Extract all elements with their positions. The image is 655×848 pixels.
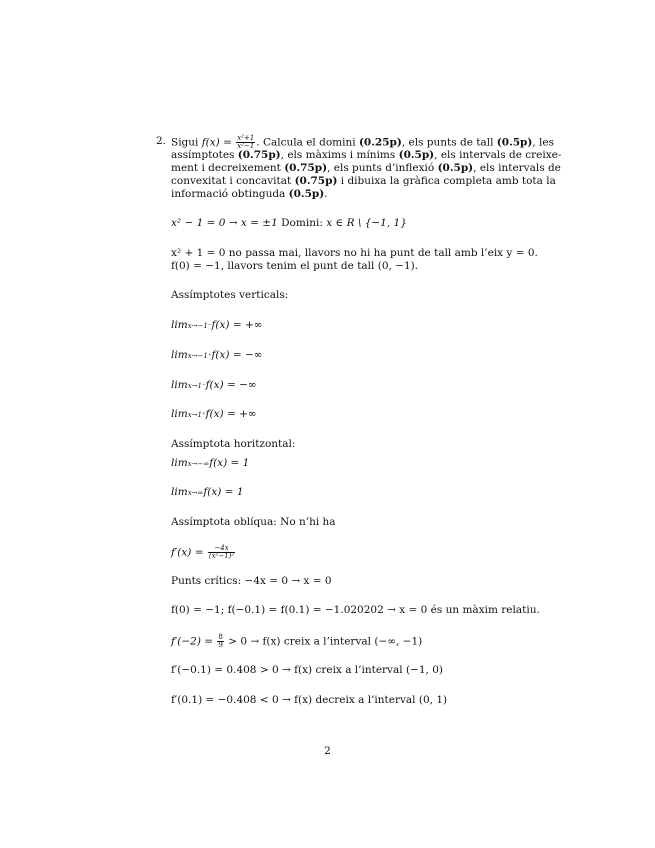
statement-text: ment i decreixement [171, 162, 285, 174]
critical-points: Punts crítics: −4x = 0 → x = 0 [171, 575, 332, 587]
limit-subscript: x→1⁺ [187, 411, 206, 419]
limit-value: f(x) = −∞ [211, 349, 263, 361]
statement-text: . [324, 188, 328, 200]
points-badge: (0.75p) [237, 149, 281, 161]
limit-subscript: x→1⁻ [187, 382, 206, 390]
limit-row [171, 486, 244, 500]
points-badge: (0.5p) [398, 149, 435, 161]
limit-row [171, 379, 257, 393]
limit-label: lim [171, 457, 188, 469]
statement-text: . Calcula el domini [256, 136, 359, 149]
horizontal-asymptote-heading: Assímptota horitzontal: [171, 438, 296, 450]
statement-text: i dibuixa la gràfica completa amb tota la [337, 175, 556, 187]
limit-label: lim [171, 379, 188, 391]
interval-text: > 0 → f(x) creix a l’interval (−∞, −1) [224, 635, 423, 648]
statement-text: Sigui [171, 136, 202, 149]
limit-subscript: x→∞ [187, 489, 204, 497]
statement-text: convexitat i concavitat [171, 175, 295, 187]
limit-row [171, 457, 249, 471]
relative-max-line: f(0) = −1; f(−0.1) = f(0.1) = −1.020202 → x = 0 és un màxim relatiu. [171, 604, 540, 616]
limit-value: f(x) = 1 [209, 457, 250, 469]
item-number: 2. [156, 135, 167, 147]
points-badge: (0.5p) [288, 188, 325, 200]
statement-line-4 [171, 175, 556, 188]
interval-line-3: f′(0.1) = −0.408 < 0 → f(x) decreix a l’interval (0, 1) [171, 694, 448, 706]
limit-value: f(x) = +∞ [205, 408, 257, 420]
limit-value: f(x) = +∞ [211, 319, 263, 331]
points-badge: (0.5p) [437, 162, 474, 174]
interval-line-1 [171, 634, 422, 649]
page-number: 2 [324, 745, 331, 757]
statement-line-1 [171, 135, 554, 150]
oblique-asymptote: Assímptota oblíqua: No n’hi ha [171, 516, 336, 528]
derivative-numerator: −4x [208, 545, 235, 553]
statement-line-5 [171, 188, 328, 201]
limit-label: lim [171, 486, 188, 498]
function-numerator: x²+1 [237, 134, 255, 142]
statement-text: informació obtinguda [171, 188, 289, 200]
statement-text: , els punts de tall [401, 136, 497, 149]
limit-value: f(x) = −∞ [205, 379, 257, 391]
derivative-denominator: (x²−1)² [208, 552, 235, 560]
vertical-asymptotes-heading: Assímptotes verticals: [171, 289, 289, 301]
cuts-line-2: f(0) = −1, llavors tenim el punt de tall (0, −1). [171, 260, 419, 272]
limit-subscript: x→−∞ [187, 460, 210, 468]
derivative-line [171, 545, 236, 560]
points-badge: (0.75p) [284, 162, 328, 174]
statement-text: , els intervals de creixe- [434, 149, 562, 161]
function-denominator: x²−1 [237, 142, 255, 150]
statement-text: , els intervals de [473, 162, 561, 174]
fraction-denominator: 9 [218, 641, 223, 649]
domain-equation: x² − 1 = 0 → x = ±1 [171, 217, 278, 229]
statement-line-2 [171, 149, 561, 162]
limit-subscript: x→−1⁻ [187, 322, 212, 330]
statement-text: , les [532, 136, 554, 149]
limit-value: f(x) = 1 [203, 486, 244, 498]
domain-line [171, 217, 407, 230]
domain-label: Domini: [281, 217, 327, 229]
function-lhs: f(x) = [201, 136, 236, 149]
interval-text: f′(−2) = [171, 635, 217, 648]
limit-subscript: x→−1⁺ [187, 352, 212, 360]
statement-text: assímptotes [171, 149, 238, 161]
derivative-fraction [208, 545, 235, 560]
fraction-numerator: 8 [218, 633, 223, 641]
limit-label: lim [171, 319, 188, 331]
points-badge: (0.75p) [294, 175, 338, 187]
limit-label: lim [171, 349, 188, 361]
limit-row [171, 319, 263, 333]
cuts-line-1: x² + 1 = 0 no passa mai, llavors no hi ha punt de tall amb l’eix y = 0. [171, 247, 538, 259]
limit-row [171, 408, 257, 422]
statement-line-3 [171, 162, 561, 175]
statement-text: , els màxims i mínims [280, 149, 399, 161]
interval-fraction [217, 634, 223, 649]
limit-label: lim [171, 408, 188, 420]
function-fraction [236, 135, 255, 150]
points-badge: (0.25p) [358, 136, 402, 149]
limit-row [171, 349, 263, 363]
statement-text: , els punts d’inflexió [327, 162, 438, 174]
domain-set: x ∈ R \ {−1, 1} [326, 217, 407, 229]
interval-line-2: f′(−0.1) = 0.408 > 0 → f(x) creix a l’interval (−1, 0) [171, 664, 443, 676]
points-badge: (0.5p) [496, 136, 533, 149]
derivative-lhs: f′(x) = [171, 546, 207, 559]
